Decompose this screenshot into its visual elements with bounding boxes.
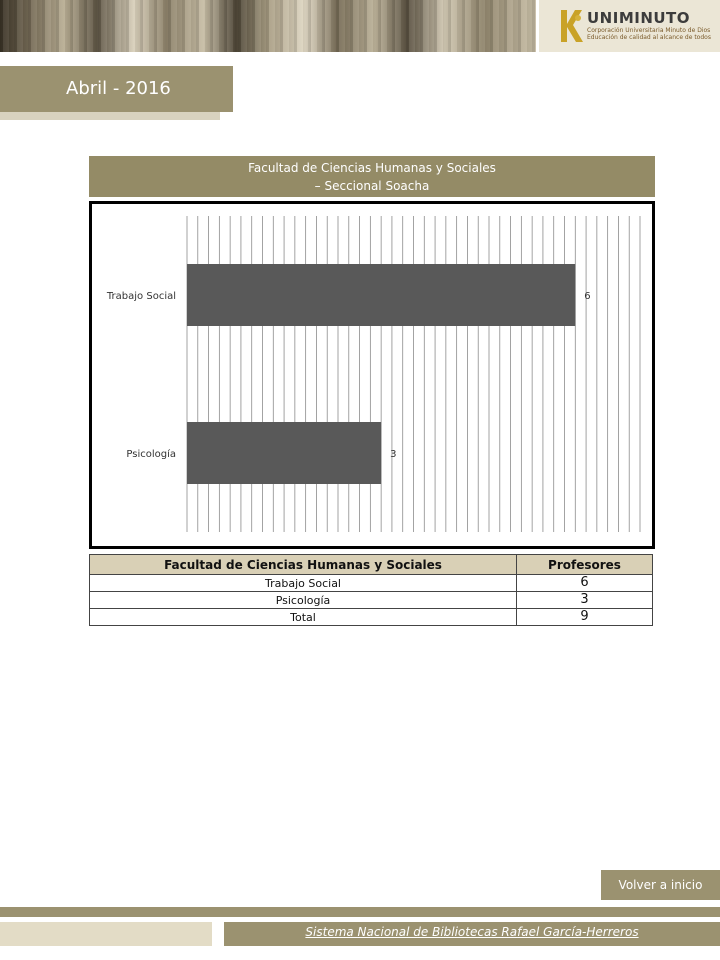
table-header-faculty: Facultad de Ciencias Humanas y Sociales (90, 555, 517, 575)
footer-divider (0, 907, 720, 917)
section-title-line-2: – Seccional Soacha (314, 179, 430, 193)
footer-system-link[interactable]: Sistema Nacional de Bibliotecas Rafael García-Herreros (305, 925, 639, 939)
table-row-total (90, 609, 653, 626)
table-cell-value: 3 (517, 592, 653, 609)
logo-sub-line-2: Educación de calidad al alcance de todos (587, 34, 711, 41)
logo-tagline (587, 27, 711, 41)
data-label: 6 (584, 291, 591, 302)
footer-left-block (0, 922, 212, 946)
table-header-row (90, 555, 653, 575)
table-cell-value: 9 (517, 609, 653, 626)
report-date: Abril - 2016 (66, 78, 171, 99)
chart-canvas (92, 204, 652, 546)
table-cell-label: Trabajo Social (90, 575, 517, 592)
data-label: 3 (390, 449, 397, 460)
table-cell-label: Total (90, 609, 517, 626)
logo-mark-icon (557, 6, 585, 46)
data-table (89, 554, 653, 626)
date-tab-shadow (0, 112, 220, 120)
logo-name: UNIMINUTO (587, 9, 691, 27)
category-label: Trabajo Social (106, 291, 176, 302)
section-title-line-1: Facultad de Ciencias Humanas y Sociales (248, 161, 496, 175)
table-cell-value: 6 (517, 575, 653, 592)
header-banner-photo (0, 0, 536, 52)
uniminuto-logo[interactable] (539, 0, 720, 52)
bar-1 (187, 422, 381, 484)
category-label: Psicología (126, 449, 176, 460)
table-cell-label: Psicología (90, 592, 517, 609)
table-row (90, 575, 653, 592)
bar-chart (89, 201, 655, 549)
table-header-profesores: Profesores (517, 555, 653, 575)
table-row (90, 592, 653, 609)
bar-0 (187, 264, 575, 326)
logo-sub-line-1: Corporación Universitaria Minuto de Dios (587, 27, 711, 34)
back-to-start-button[interactable]: Volver a inicio (601, 870, 720, 900)
section-title (89, 156, 655, 197)
